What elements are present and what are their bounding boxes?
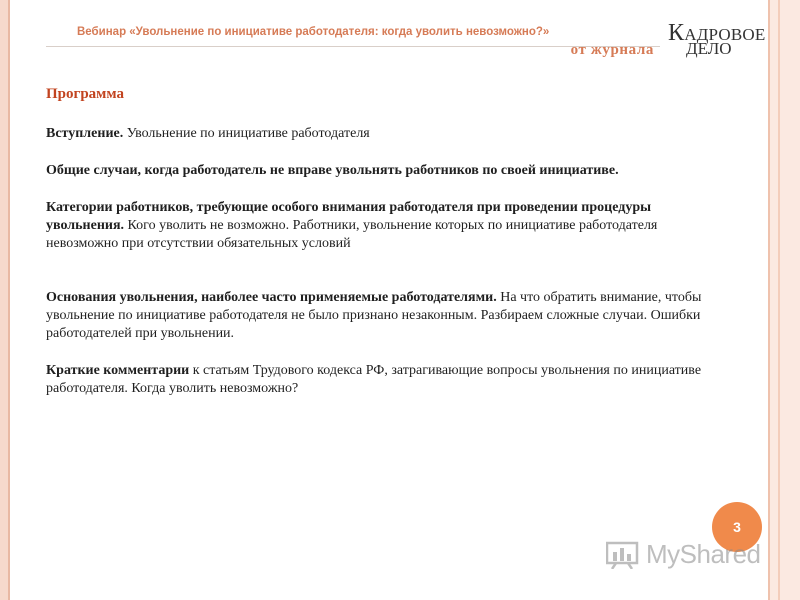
paragraph-categories-text: Кого уволить не возможно. Работники, увольнение которых по инициативе работодателя невозможно при отсутствии обязательных условий [46, 218, 658, 251]
logo-line-1-rest: АДРОВОЕ [684, 25, 766, 44]
paragraph-grounds [46, 289, 726, 343]
right-frame-border [768, 0, 800, 600]
paragraph-grounds-text: На что обратить внимание, чтобы увольнение по инициативе работодателя не было признано незаконным. Разбираем сложные случаи. Ошибки работодателей при увольнении. [46, 290, 702, 341]
paragraph-categories [46, 199, 726, 253]
paragraph-categories-bold: Категории работников, требующие особого внимания работодателя при проведении процедуры увольнения. [46, 200, 652, 233]
paragraph-intro-bold: Вступление. [46, 126, 124, 141]
paragraph-comments-bold: Краткие комментарии [46, 363, 190, 378]
program-content [46, 86, 726, 398]
header-divider [46, 46, 660, 47]
paragraph-general-cases [46, 162, 726, 180]
bar-chart-icon [606, 539, 640, 569]
logo-line-2: ДЕЛО [686, 39, 732, 58]
paragraph-general-cases-bold: Общие случаи, когда работодатель не вправе увольнять работников по своей инициативе. [46, 163, 619, 178]
page-number-badge: 3 [712, 502, 762, 552]
left-frame-border [0, 0, 10, 600]
kadrovoe-delo-logo [668, 20, 766, 62]
paragraph-intro [46, 125, 726, 143]
webinar-title: Вебинар «Увольнение по инициативе работодателя: когда уволить невозможно?» [77, 26, 550, 38]
logo-first-letter: К [668, 20, 685, 46]
paragraph-comments [46, 362, 726, 398]
paragraph-intro-text: Увольнение по инициативе работодателя [123, 126, 370, 141]
myshared-watermark [606, 537, 761, 571]
watermark-text: MyShared [646, 538, 761, 569]
section-title: Программа [46, 86, 124, 102]
paragraph-comments-text: к статьям Трудового кодекса РФ, затрагивающие вопросы увольнения по инициативе работодателя. Когда уволить невозможно? [46, 363, 702, 396]
header-subtitle: от журнала [570, 42, 654, 58]
paragraph-grounds-bold: Основания увольнения, наиболее часто применяемые работодателями. [46, 290, 497, 305]
